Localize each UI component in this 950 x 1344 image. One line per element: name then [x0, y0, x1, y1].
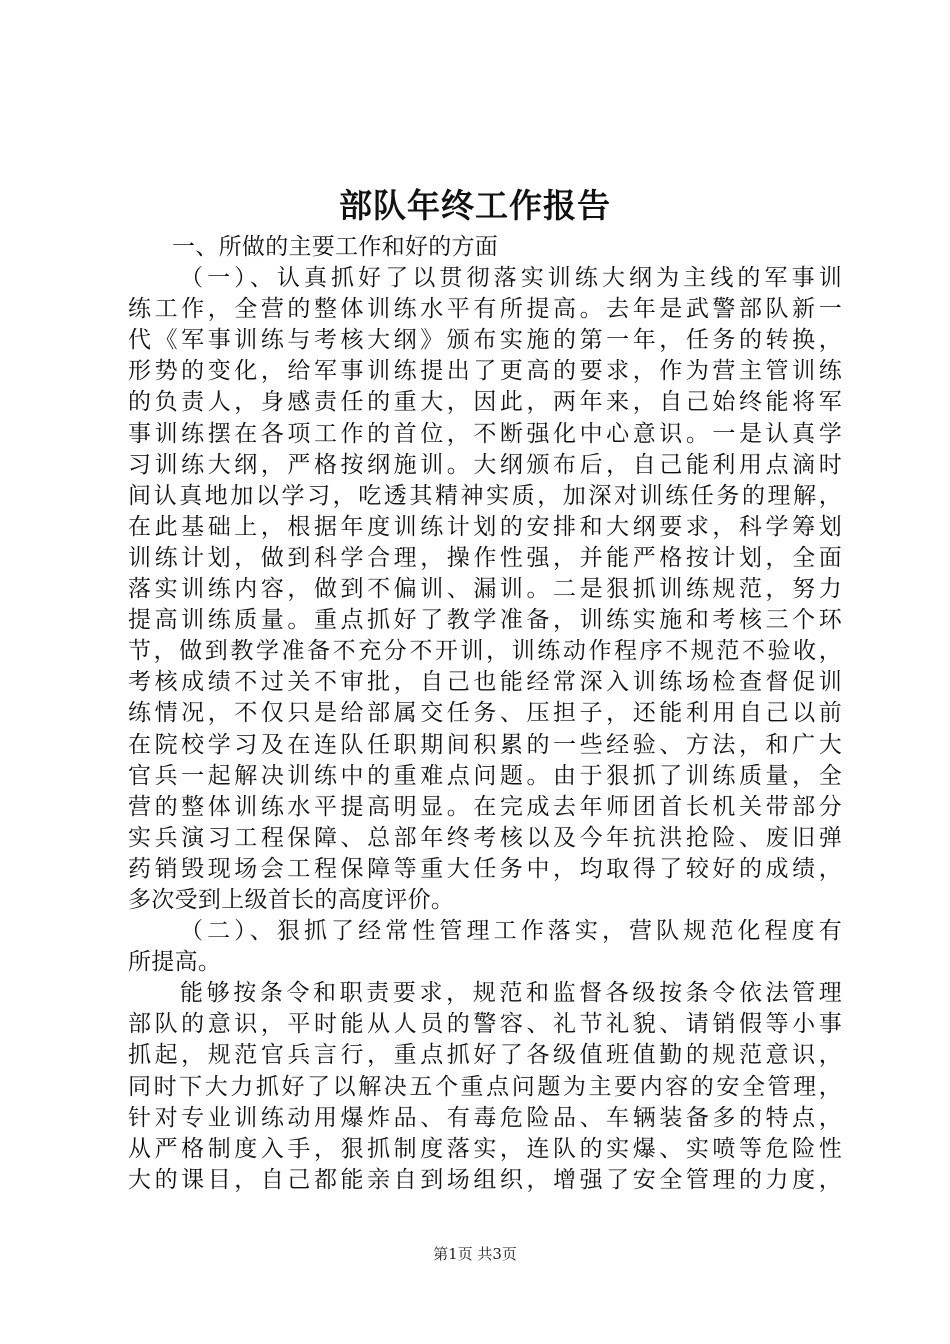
body-line: 习训练大纲，严格按纲施训。大纲颁布后，自己能利用点滴时: [128, 451, 842, 478]
body-line: 练工作，全营的整体训练水平有所提高。去年是武警部队新一: [128, 296, 842, 323]
body-line: 节，做到教学准备不充分不开训，训练动作程序不规范不验收，: [128, 638, 842, 665]
page-footer: 第1页 共3页: [433, 1245, 517, 1263]
body-line: （一）、认真抓好了以贯彻落实训练大纲为主线的军事训: [180, 265, 842, 292]
body-line: 事训练摆在各项工作的首位，不断强化中心意识。一是认真学: [128, 420, 842, 447]
body-line: 落实训练内容，做到不偏训、漏训。二是狠抓训练规范，努力: [128, 576, 842, 603]
body-line: 在此基础上，根据年度训练计划的安排和大纲要求，科学筹划: [128, 513, 842, 540]
body-line: （二）、狠抓了经常性管理工作落实，营队规范化程度有: [180, 918, 842, 945]
body-line: 大的课目，自己都能亲自到场组织，增强了安全管理的力度，: [128, 1166, 842, 1193]
body-line: 官兵一起解决训练中的重难点问题。由于狠抓了训练质量，全: [128, 762, 842, 789]
body-line: 训练计划，做到科学合理，操作性强，并能严格按计划，全面: [128, 544, 842, 571]
body-line: 在院校学习及在连队任职期间积累的一些经验、方法，和广大: [128, 731, 842, 758]
body-line: 抓起，规范官兵言行，重点抓好了各级值班值勤的规范意识，: [128, 1042, 842, 1069]
body-line: 代《军事训练与考核大纲》颁布实施的第一年，任务的转换，: [128, 327, 842, 354]
body-line: 形势的变化，给军事训练提出了更高的要求，作为营主管训练: [128, 358, 842, 385]
body-line: 实兵演习工程保障、总部年终考核以及今年抗洪抢险、废旧弹: [128, 824, 842, 851]
body-line: 一、所做的主要工作和好的方面: [172, 234, 499, 260]
body-line: 从严格制度入手，狠抓制度落实，连队的实爆、实喷等危险性: [128, 1135, 842, 1162]
document-title: 部队年终工作报告: [339, 186, 611, 225]
body-line: 多次受到上级首长的高度评价。: [128, 886, 455, 913]
body-line: 部队的意识，平时能从人员的警容、礼节礼貌、请销假等小事: [128, 1011, 842, 1038]
body-line: 针对专业训练动用爆炸品、有毒危险品、车辆装备多的特点，: [128, 1104, 842, 1131]
body-line: 考核成绩不过关不审批，自己也能经常深入训练场检查督促训: [128, 669, 842, 696]
body-line: 所提高。: [128, 949, 222, 976]
document-body: [128, 232, 842, 1196]
body-line: 药销毁现场会工程保障等重大任务中，均取得了较好的成绩，: [128, 855, 842, 882]
body-line: 的负责人，身感责任的重大，因此，两年来，自己始终能将军: [128, 389, 842, 416]
body-line: 能够按条令和职责要求，规范和监督各级按条令依法管理: [180, 980, 842, 1007]
body-line: 营的整体训练水平提高明显。在完成去年师团首长机关带部分: [128, 793, 842, 820]
body-line: 同时下大力抓好了以解决五个重点问题为主要内容的安全管理，: [128, 1073, 842, 1100]
body-line: 间认真地加以学习，吃透其精神实质，加深对训练任务的理解，: [128, 482, 842, 509]
body-line: 提高训练质量。重点抓好了教学准备，训练实施和考核三个环: [128, 607, 842, 634]
body-line: 练情况，不仅只是给部属交任务、压担子，还能利用自己以前: [128, 700, 842, 727]
